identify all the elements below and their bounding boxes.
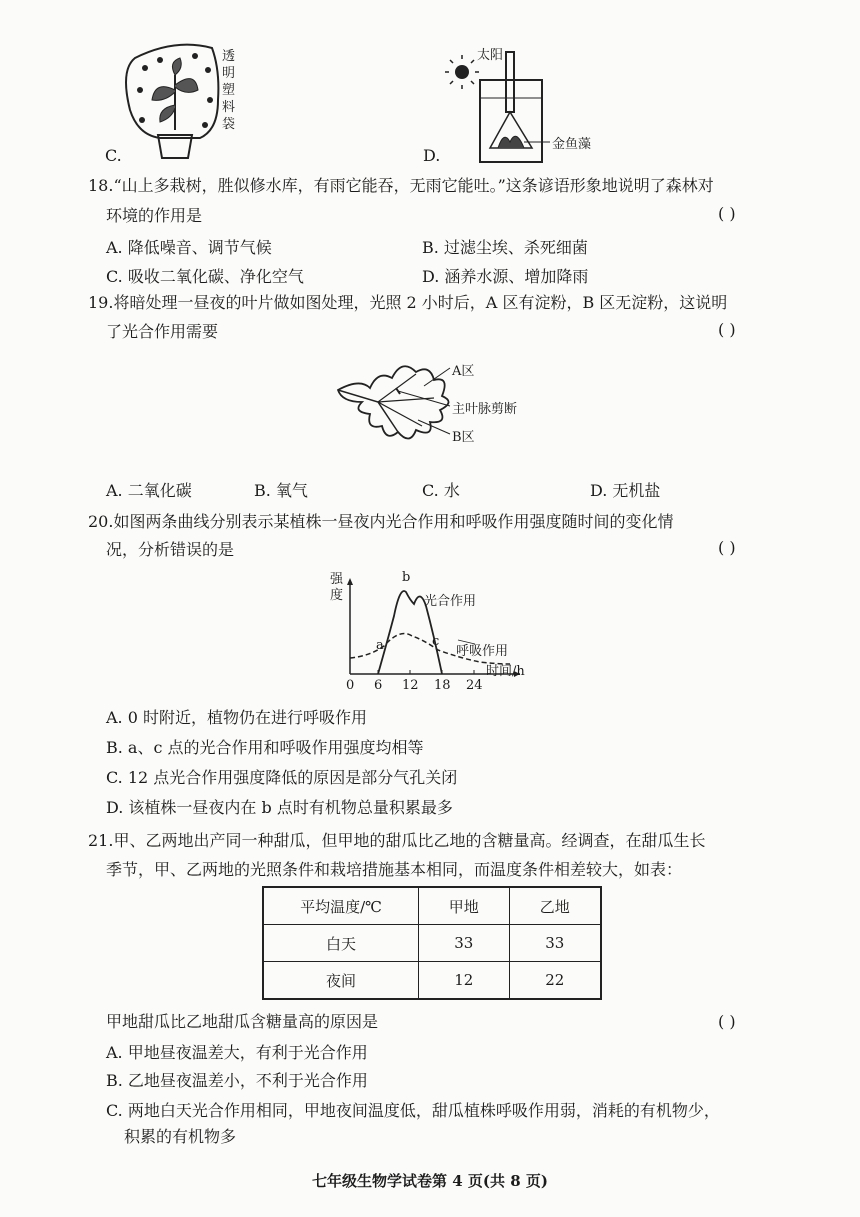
graph-xtick-6: 6 — [374, 678, 383, 693]
page-footer: 七年级生物学试卷第 4 页(共 8 页) — [312, 1172, 548, 1190]
figure-c-label: C. — [105, 146, 122, 165]
figure-d-label: D. — [423, 146, 441, 165]
q21-answer-blank[interactable]: ( ) — [718, 1012, 736, 1031]
table-row — [263, 962, 601, 1000]
q18-option-d[interactable]: D. 涵养水源、增加降雨 — [422, 267, 589, 286]
q20-option-b[interactable]: B. a、c 点的光合作用和呼吸作用强度均相等 — [106, 738, 424, 757]
q19-answer-blank[interactable]: ( ) — [718, 320, 736, 339]
q21-line1: 21.甲、乙两地出产同一种甜瓜，但甲地的甜瓜比乙地的含糖量高。经调查，在甜瓜生长 — [88, 831, 706, 850]
q20-option-d[interactable]: D. 该植株一昼夜内在 b 点时有机物总量积累最多 — [106, 798, 453, 817]
table-cell: 22 — [509, 962, 601, 1000]
intensity-graph — [320, 566, 540, 694]
q18-option-a[interactable]: A. 降低噪音、调节气候 — [106, 238, 272, 257]
q21-option-a[interactable]: A. 甲地昼夜温差大，有利于光合作用 — [106, 1043, 368, 1062]
q21-line2: 季节，甲、乙两地的光照条件和栽培措施基本相同，而温度条件相差较大，如表： — [106, 860, 683, 879]
hornwort-label: 金鱼藻 — [552, 137, 592, 152]
q18-line1: 18.“山上多栽树，胜似修水库，有雨它能吞，无雨它能吐。”这条谚语形象地说明了森林对 — [88, 176, 714, 195]
q19-option-b[interactable]: B. 氧气 — [254, 481, 308, 500]
table-cell: 33 — [418, 925, 509, 962]
q20-answer-blank[interactable]: ( ) — [718, 538, 736, 557]
q21-stem: 甲地甜瓜比乙地甜瓜含糖量高的原因是 — [106, 1012, 379, 1031]
table-cell: 33 — [509, 925, 601, 962]
q18-line2: 环境的作用是 — [106, 206, 203, 225]
q19-option-a[interactable]: A. 二氧化碳 — [106, 481, 192, 500]
graph-point-c: c — [432, 634, 440, 649]
table-header: 乙地 — [509, 887, 601, 925]
q18-answer-blank[interactable]: ( ) — [718, 204, 736, 223]
q21-option-b[interactable]: B. 乙地昼夜温差小，不利于光合作用 — [106, 1071, 368, 1090]
sun-label: 太阳 — [477, 48, 504, 63]
graph-xtick-18: 18 — [434, 678, 451, 693]
area-a-label: A区 — [452, 364, 475, 379]
midrib-cut-label: 主叶脉剪断 — [452, 402, 518, 417]
q18-option-c[interactable]: C. 吸收二氧化碳、净化空气 — [106, 267, 304, 286]
graph-point-b: b — [402, 570, 411, 585]
graph-resp-label: 呼吸作用 — [456, 644, 509, 659]
table-header: 甲地 — [418, 887, 509, 925]
q20-line1: 20.如图两条曲线分别表示某植株一昼夜内光合作用和呼吸作用强度随时间的变化情 — [88, 512, 674, 531]
table-row — [263, 925, 601, 962]
q19-line2: 了光合作用需要 — [106, 322, 219, 341]
q20-option-c[interactable]: C. 12 点光合作用强度降低的原因是部分气孔关闭 — [106, 768, 458, 787]
graph-ylabel: 强度 — [330, 572, 344, 603]
graph-xtick-24: 24 — [466, 678, 483, 693]
q18-option-b[interactable]: B. 过滤尘埃、杀死细菌 — [422, 238, 588, 257]
graph-xlabel: 时间/h — [486, 664, 525, 679]
graph-point-a: a — [376, 638, 384, 653]
table-header-row — [263, 887, 601, 925]
q20-option-a[interactable]: A. 0 时附近，植物仍在进行呼吸作用 — [106, 708, 367, 727]
leaf-figure — [330, 350, 560, 460]
figure-c — [100, 30, 260, 170]
plastic-bag-label: 透明塑料袋 — [222, 49, 236, 132]
q19-line1: 19.将暗处理一昼夜的叶片做如图处理，光照 2 小时后，A 区有淀粉，B 区无淀粉，这说明 — [88, 293, 728, 312]
table-cell: 白天 — [263, 925, 418, 962]
table-cell: 夜间 — [263, 962, 418, 1000]
graph-xtick-12: 12 — [402, 678, 419, 693]
q21-option-c[interactable]: C. 两地白天光合作用相同，甲地夜间温度低，甜瓜植株呼吸作用弱，消耗的有机物少， — [106, 1101, 720, 1120]
table-cell: 12 — [418, 962, 509, 1000]
graph-xtick-0: 0 — [346, 678, 355, 693]
leaf-illustration — [330, 350, 560, 460]
q20-line2: 况，分析错误的是 — [106, 540, 235, 559]
area-b-label: B区 — [452, 430, 475, 445]
q19-option-c[interactable]: C. 水 — [422, 481, 460, 500]
graph-photo-label: 光合作用 — [424, 594, 477, 609]
table-header: 平均温度/℃ — [263, 887, 418, 925]
q19-option-d[interactable]: D. 无机盐 — [590, 481, 661, 500]
plant-in-bag-illustration — [100, 30, 260, 170]
temperature-table — [262, 886, 602, 1000]
q21-option-c-continued: 积累的有机物多 — [124, 1127, 237, 1146]
